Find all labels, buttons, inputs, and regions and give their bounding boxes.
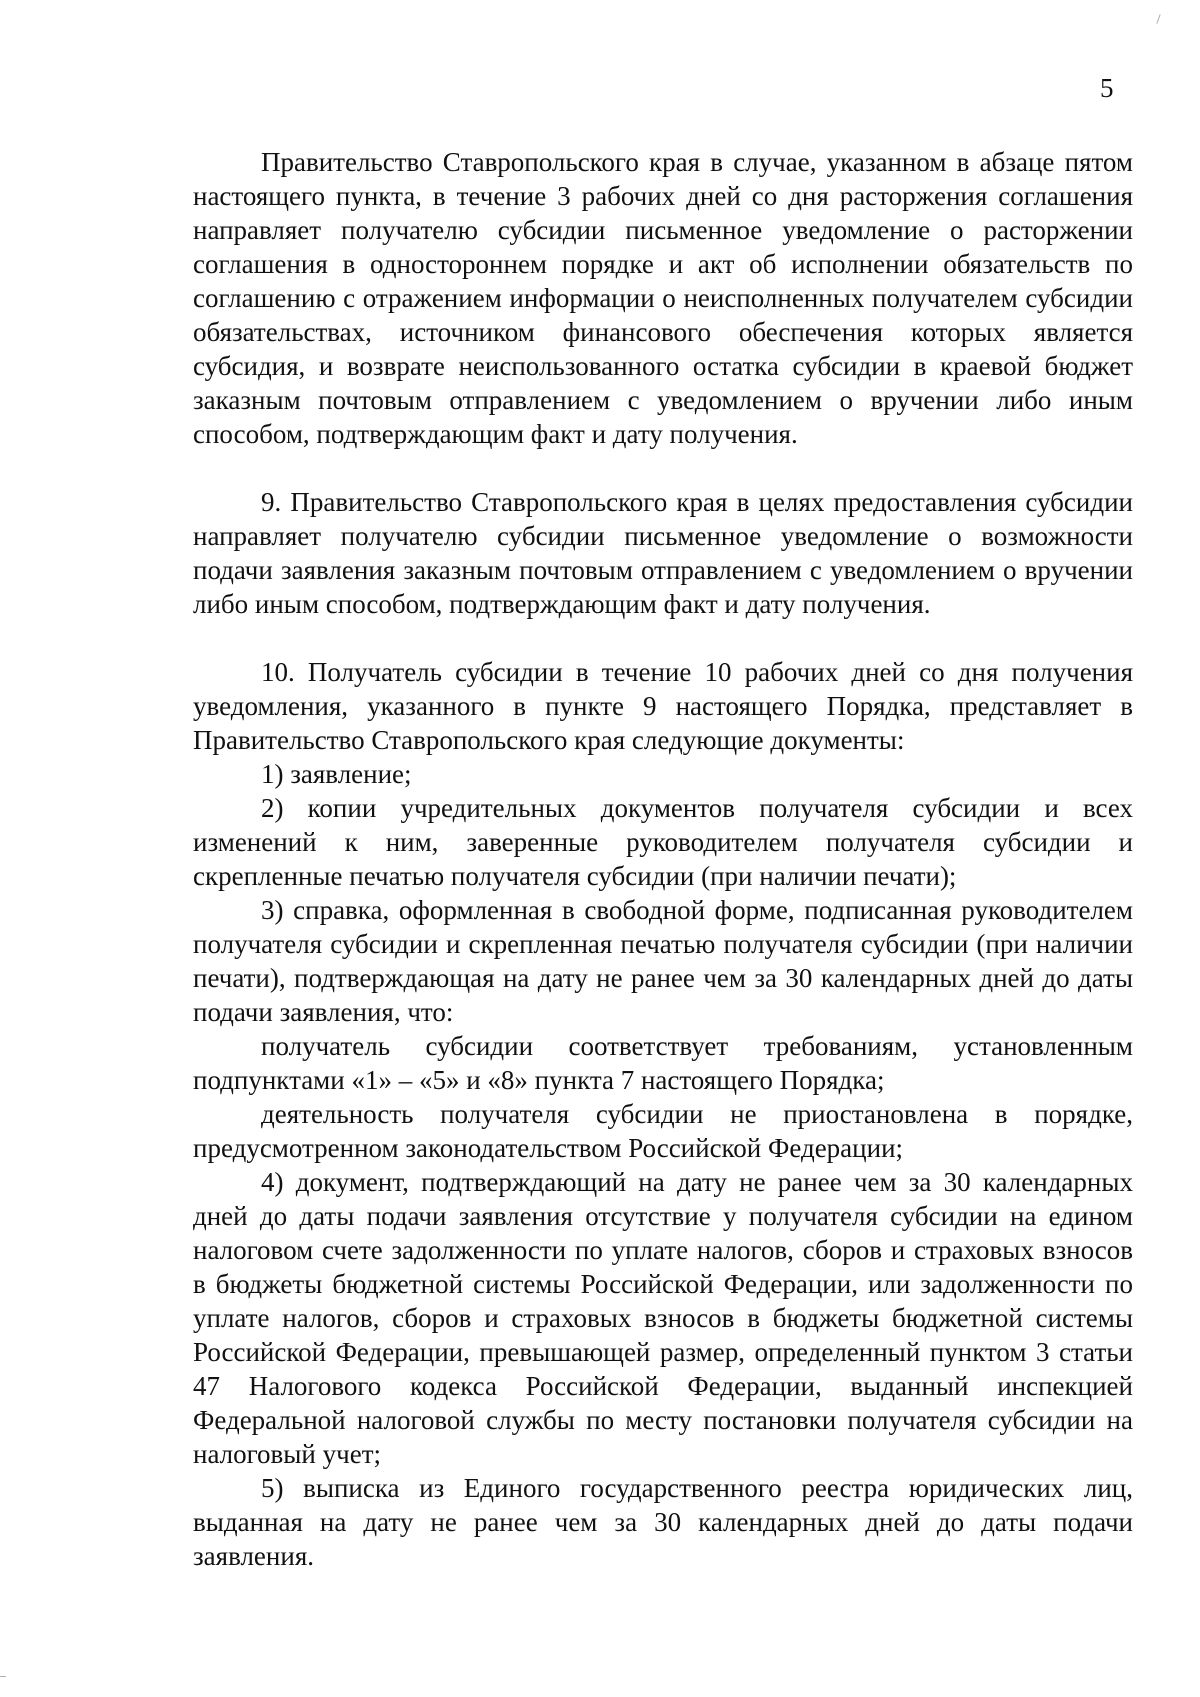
scan-artifact-bottom — [0, 1676, 6, 1677]
list-item-2-founding-documents: 2) копии учредительных документов получателя субсидии и всех изменений к ним, заверенные руководителем получателя субсидии и скрепленные печатью получателя субсидии (при наличии печати); — [193, 793, 1133, 891]
sub-item-requirements: получатель субсидии соответствует требованиям, установленным подпунктами «1» – «5» и «8» пункта 7 настоящего Порядка; — [193, 1031, 1133, 1095]
paragraph-termination-notice: Правительство Ставропольского края в случае, указанном в абзаце пятом настоящего пункта, в течение 3 рабочих дней со дня расторжения соглашения направляет получателю субсидии письменное уведомление о расторжении соглашения в одностороннем порядке и акт об исполнении обязательств по соглашению с отражением информации о неисполненных получателем субсидии обязательствах, источником финансового обеспечения которых является субсидия, и возврате неиспользованного остатка субсидии в краевой бюджет заказным почтовым отправлением с уведомлением о вручении либо иным способом, подтверждающим факт и дату получения. — [193, 147, 1133, 449]
list-item-4-tax-document: 4) документ, подтверждающий на дату не ранее чем за 30 календарных дней до даты подачи заявления отсутствие у получателя субсидии на едином налоговом счете задолженности по уплате налогов, сборов и страховых взносов в бюджеты бюджетной системы Российской Федерации, или задолженности по уплате налогов, сборов и страховых взносов в бюджеты бюджетной системы Российской Федерации, превышающей размер, определенный пунктом 3 статьи 47 Налогового кодекса Российской Федерации, выданный инспекцией Федеральной налоговой службы по месту постановки получателя субсидии на налоговый учет; — [193, 1167, 1133, 1469]
scan-artifact-top — [1156, 14, 1160, 24]
paragraph-item-10: 10. Получатель субсидии в течение 10 рабочих дней со дня получения уведомления, указанного в пункте 9 настоящего Порядка, представляет в Правительство Ставропольского края следующие документы: — [193, 657, 1133, 755]
page-number: 5 — [1100, 73, 1114, 103]
list-item-5-registry-extract: 5) выписка из Единого государственного реестра юридических лиц, выданная на дату не ранее чем за 30 календарных дней до даты подачи заявления. — [193, 1473, 1133, 1571]
paragraph-item-9: 9. Правительство Ставропольского края в целях предоставления субсидии направляет получателю субсидии письменное уведомление о возможности подачи заявления заказным почтовым отправлением с уведомлением о вручении либо иным способом, подтверждающим факт и дату получения. — [193, 487, 1133, 619]
list-item-3-certificate: 3) справка, оформленная в свободной форме, подписанная руководителем получателя субсидии и скрепленная печатью получателя субсидии (при наличии печати), подтверждающая на дату не ранее чем за 30 календарных дней до даты подачи заявления, что: — [193, 895, 1133, 1027]
list-item-1-application: 1) заявление; — [261, 759, 412, 789]
document-body — [193, 145, 1133, 1573]
sub-item-activity-not-suspended: деятельность получателя субсидии не приостановлена в порядке, предусмотренном законодательством Российской Федерации; — [193, 1099, 1133, 1163]
